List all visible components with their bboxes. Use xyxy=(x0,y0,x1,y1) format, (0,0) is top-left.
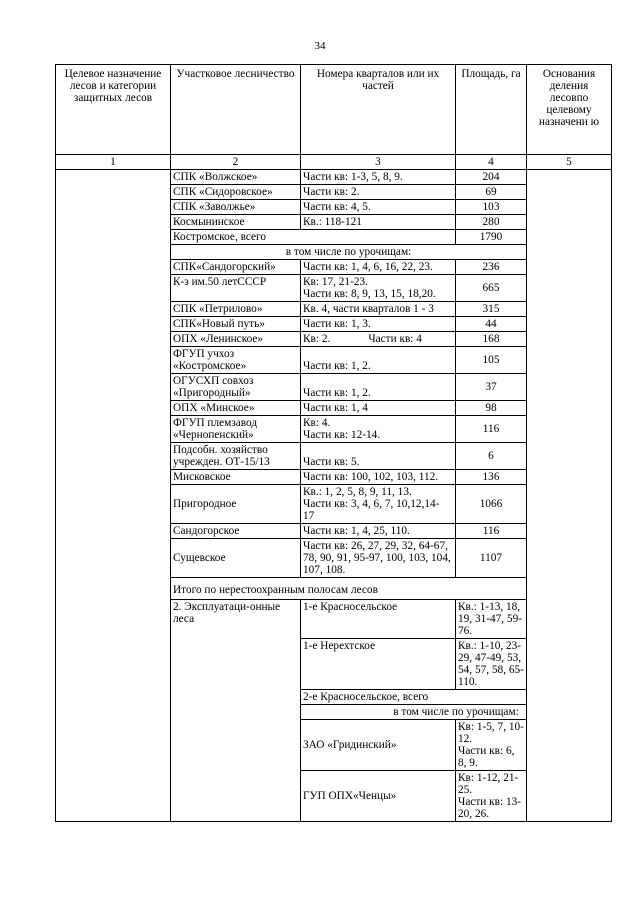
forestry-cell: ГУП ОПХ«Ченцы» xyxy=(301,771,456,822)
category-cell: 2. Эксплуатаци-онные леса xyxy=(171,600,301,822)
area-cell: 136 xyxy=(456,470,527,485)
quarters-cell: Части кв: 1, 2. xyxy=(301,347,456,374)
header-row xyxy=(56,65,612,155)
column-number: 5 xyxy=(527,155,612,170)
forestry-cell: Сандогорское xyxy=(171,524,301,539)
quarters-cell: Кв.: 1-10, 23-29, 47-49, 53, 54, 57, 58, 65-110. xyxy=(456,639,527,690)
area-cell: 98 xyxy=(456,401,527,416)
header-reason: Основания деления лесовпо целевому назначени ю xyxy=(527,65,612,155)
forestry-cell: СПК«Новый путь» xyxy=(171,317,301,332)
category-cell-empty xyxy=(56,170,171,822)
quarters-part: Части кв: 4 xyxy=(368,333,422,345)
area-cell: 37 xyxy=(456,374,527,401)
forestry-cell: ОПХ «Минское» xyxy=(171,401,301,416)
column-number: 2 xyxy=(171,155,301,170)
forestry-cell: Пригородное xyxy=(171,485,301,524)
header-purpose: Целевое назначение лесов и категории защитных лесов xyxy=(56,65,171,155)
quarters-line: Кв: 1-5, 7, 10-12. xyxy=(458,721,524,745)
quarters-cell: Части кв: 1, 4 xyxy=(301,401,456,416)
quarters-cell xyxy=(301,332,456,347)
forestry-cell: СПК «Заволжье» xyxy=(171,200,301,215)
area-cell: 1107 xyxy=(456,539,527,578)
area-cell: 315 xyxy=(456,302,527,317)
quarters-line: Части кв: 12-14. xyxy=(303,429,381,441)
quarters-cell: Части кв: 26, 27, 29, 32, 64-67, 78, 90, 91, 95-97, 100, 103, 104, 107, 108. xyxy=(301,539,456,578)
quarters-line: Части кв: 8, 9, 13, 15, 18,20. xyxy=(303,288,436,300)
area-cell: 69 xyxy=(456,185,527,200)
quarters-cell: Части кв: 1, 2. xyxy=(301,374,456,401)
quarters-line: Кв: 4. xyxy=(303,417,331,429)
quarters-cell: Кв.: 1-13, 18, 19, 31-47, 59-76. xyxy=(456,600,527,639)
forestry-cell: Подсобн. хозяйство учрежден. ОТ-15/13 xyxy=(171,443,301,470)
quarters-line: Кв: 17, 21-23. xyxy=(303,276,368,288)
quarters-cell: Части кв: 1-3, 5, 8, 9. xyxy=(301,170,456,185)
area-cell: 6 xyxy=(456,443,527,470)
subtotal-label: Костромское, всего xyxy=(171,230,456,245)
quarters-cell xyxy=(301,416,456,443)
page-number: 34 xyxy=(314,40,326,52)
reason-cell-empty xyxy=(527,170,612,822)
quarters-cell xyxy=(301,485,456,524)
forestry-cell: СПК «Сидоровское» xyxy=(171,185,301,200)
quarters-line: Кв.: 1, 2, 5, 8, 9, 11, 13. xyxy=(303,486,412,498)
quarters-cell xyxy=(456,771,527,822)
area-cell: 44 xyxy=(456,317,527,332)
forestry-cell: Космынинское xyxy=(171,215,301,230)
area-cell: 1790 xyxy=(456,230,527,245)
area-cell: 1066 xyxy=(456,485,527,524)
table-row xyxy=(56,170,612,185)
area-cell: 280 xyxy=(456,215,527,230)
forestry-cell: К-з им.50 летСССР xyxy=(171,275,301,302)
forestry-cell: СПК «Волжское» xyxy=(171,170,301,185)
forest-table xyxy=(55,64,612,822)
quarters-cell: Кв.: 118-121 xyxy=(301,215,456,230)
area-cell: 168 xyxy=(456,332,527,347)
forestry-cell: СПК«Сандогорский» xyxy=(171,260,301,275)
quarters-part: Кв: 2. xyxy=(303,333,331,345)
quarters-line: Части кв: 6, 8, 9. xyxy=(458,745,515,769)
header-quarters: Номера кварталов или их частей xyxy=(301,65,456,155)
forestry-cell: ОПХ «Ленинское» xyxy=(171,332,301,347)
area-cell: 116 xyxy=(456,524,527,539)
forestry-cell: ФГУП учхоз «Костромское» xyxy=(171,347,301,374)
column-number-row xyxy=(56,155,612,170)
quarters-cell: Части кв: 1, 4, 6, 16, 22, 23. xyxy=(301,260,456,275)
area-cell: 116 xyxy=(456,416,527,443)
forestry-cell: Мисковское xyxy=(171,470,301,485)
quarters-line: Части кв: 3, 4, 6, 7, 10,12,14- 17 xyxy=(303,498,440,522)
quarters-cell: Части кв: 1, 4, 25, 110. xyxy=(301,524,456,539)
forestry-cell: СПК «Петрилово» xyxy=(171,302,301,317)
quarters-cell: Части кв: 100, 102, 103, 112. xyxy=(301,470,456,485)
total-label: Итого по нерестоохранным полосам лесов xyxy=(171,578,527,600)
quarters-cell: Части кв: 1, 3. xyxy=(301,317,456,332)
quarters-cell: Кв. 4, части кварталов 1 - 3 xyxy=(301,302,456,317)
forestry-cell: ФГУП племзавод «Чернопенский» xyxy=(171,416,301,443)
header-area: Площадь, га xyxy=(456,65,527,155)
column-number: 4 xyxy=(456,155,527,170)
quarters-cell: Части кв: 5. xyxy=(301,443,456,470)
forestry-cell: ЗАО «Гридинский» xyxy=(301,720,456,771)
forestry-cell: 1-е Нерехтское xyxy=(301,639,456,690)
quarters-cell: Части кв: 4, 5. xyxy=(301,200,456,215)
column-number: 1 xyxy=(56,155,171,170)
column-number: 3 xyxy=(301,155,456,170)
area-cell: 665 xyxy=(456,275,527,302)
area-cell: 236 xyxy=(456,260,527,275)
subheader: в том числе по урочищам: xyxy=(171,245,527,260)
quarters-cell: Части кв: 2. xyxy=(301,185,456,200)
quarters-cell xyxy=(301,275,456,302)
quarters-cell xyxy=(456,720,527,771)
quarters-line: Части кв: 13-20, 26. xyxy=(458,796,522,820)
forestry-cell: 1-е Красносельское xyxy=(301,600,456,639)
area-cell: 103 xyxy=(456,200,527,215)
area-cell: 105 xyxy=(456,347,527,374)
forestry-cell: Сущевское xyxy=(171,539,301,578)
header-forestry: Участковое лесничество xyxy=(171,65,301,155)
area-cell: 204 xyxy=(456,170,527,185)
forestry-cell: ОГУСХП совхоз «Пригородный» xyxy=(171,374,301,401)
subtotal-label: 2-е Красносельское, всего xyxy=(301,690,527,705)
subheader: в том числе по урочищам: xyxy=(301,705,612,720)
quarters-line: Кв: 1-12, 21-25. xyxy=(458,772,519,796)
